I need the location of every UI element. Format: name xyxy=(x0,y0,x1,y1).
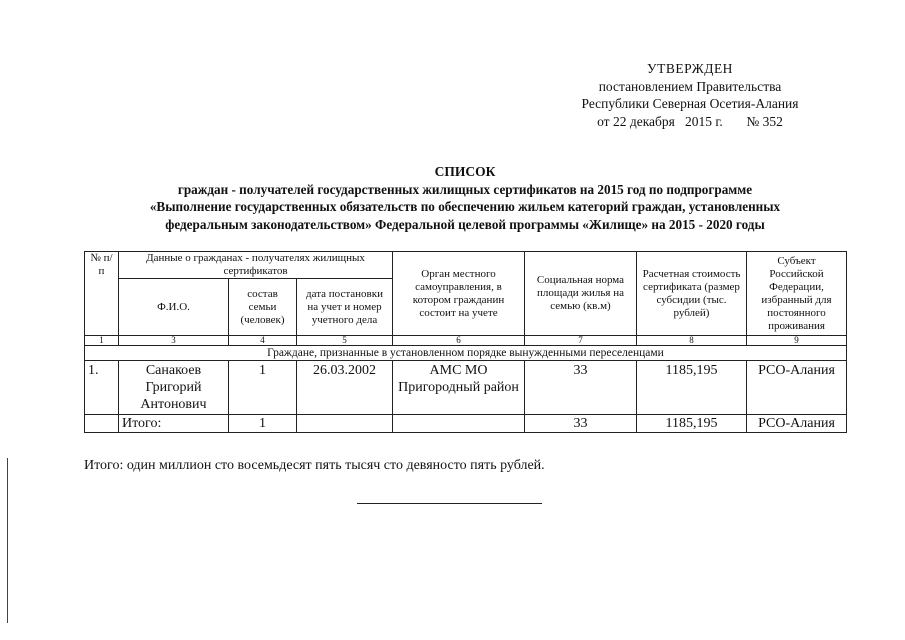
cell-family: 1 xyxy=(229,361,297,415)
scan-margin-line xyxy=(7,458,8,623)
document-title xyxy=(80,163,850,233)
cell-no: 1. xyxy=(85,361,119,415)
column-numbers-row xyxy=(85,336,847,346)
cell-fio: Санакоев Григорий Антонович xyxy=(119,361,229,415)
title-line-2: «Выполнение государственных обязательств по обеспечению жильем категорий граждан, установленных xyxy=(149,199,781,214)
total-in-words: Итого: один миллион сто восемьдесят пять тысяч сто девяносто пять рублей. xyxy=(84,458,545,473)
title-line-3: федеральным законодательством» Федеральной целевой программы «Жилище» на 2015 - 2020 годы xyxy=(165,216,765,232)
title-main: СПИСОК xyxy=(434,164,496,179)
cell-date: 26.03.2002 xyxy=(297,361,393,415)
approval-line-1: постановлением Правительства xyxy=(598,78,782,94)
header-cost: Расчетная стоимость сертификата (размер субсидии (тыс. рублей) xyxy=(637,252,747,336)
header-subject: Субъект Российской Федерации, избранный для постоянного проживания xyxy=(747,252,847,336)
column-number: 1 xyxy=(85,336,119,346)
header-no: № п/п xyxy=(85,252,119,336)
cell-organ: АМС МО Пригородный район xyxy=(393,361,525,415)
header-family: состав семьи (человек) xyxy=(229,279,297,336)
approval-line-2: Республики Северная Осетия-Алания xyxy=(581,96,799,111)
column-number: 8 xyxy=(637,336,747,346)
closing-rule xyxy=(357,503,542,504)
column-number: 6 xyxy=(393,336,525,346)
column-number: 4 xyxy=(229,336,297,346)
header-date: дата постановки на учет и номер учетного дела xyxy=(297,279,393,336)
total-row xyxy=(85,415,847,433)
total-label: Итого: xyxy=(119,415,229,433)
section-title: Граждане, признанные в установленном порядке вынужденными переселенцами xyxy=(85,346,847,361)
total-cost: 1185,195 xyxy=(637,415,747,433)
approval-date-number: от 22 декабря 2015 г. № 352 xyxy=(597,113,783,129)
approval-block xyxy=(540,60,840,130)
total-family: 1 xyxy=(229,415,297,433)
header-norm: Социальная норма площади жилья на семью (кв.м) xyxy=(525,252,637,336)
title-line-1: граждан - получателей государственных жилищных сертификатов на 2015 год по подпрограмме xyxy=(177,181,753,197)
total-norm: 33 xyxy=(525,415,637,433)
section-row xyxy=(85,346,847,361)
total-cell-no xyxy=(85,415,119,433)
header-organ: Орган местного самоуправления, в котором гражданин состоит на учете xyxy=(393,252,525,336)
column-number: 7 xyxy=(525,336,637,346)
total-subject: РСО-Алания xyxy=(747,415,847,433)
header-citizens-group: Данные о гражданах - получателях жилищных сертификатов xyxy=(119,252,393,279)
recipients-table xyxy=(84,251,847,433)
column-number: 9 xyxy=(747,336,847,346)
cell-cost: 1185,195 xyxy=(637,361,747,415)
column-number: 3 xyxy=(119,336,229,346)
table-row xyxy=(85,361,847,415)
total-cell-organ xyxy=(393,415,525,433)
cell-norm: 33 xyxy=(525,361,637,415)
approval-heading: УТВЕРЖДЕН xyxy=(647,61,733,76)
cell-subject: РСО-Алания xyxy=(747,361,847,415)
table-header-row-1 xyxy=(85,252,847,279)
header-fio: Ф.И.О. xyxy=(119,279,229,336)
column-number: 5 xyxy=(297,336,393,346)
total-cell-date xyxy=(297,415,393,433)
